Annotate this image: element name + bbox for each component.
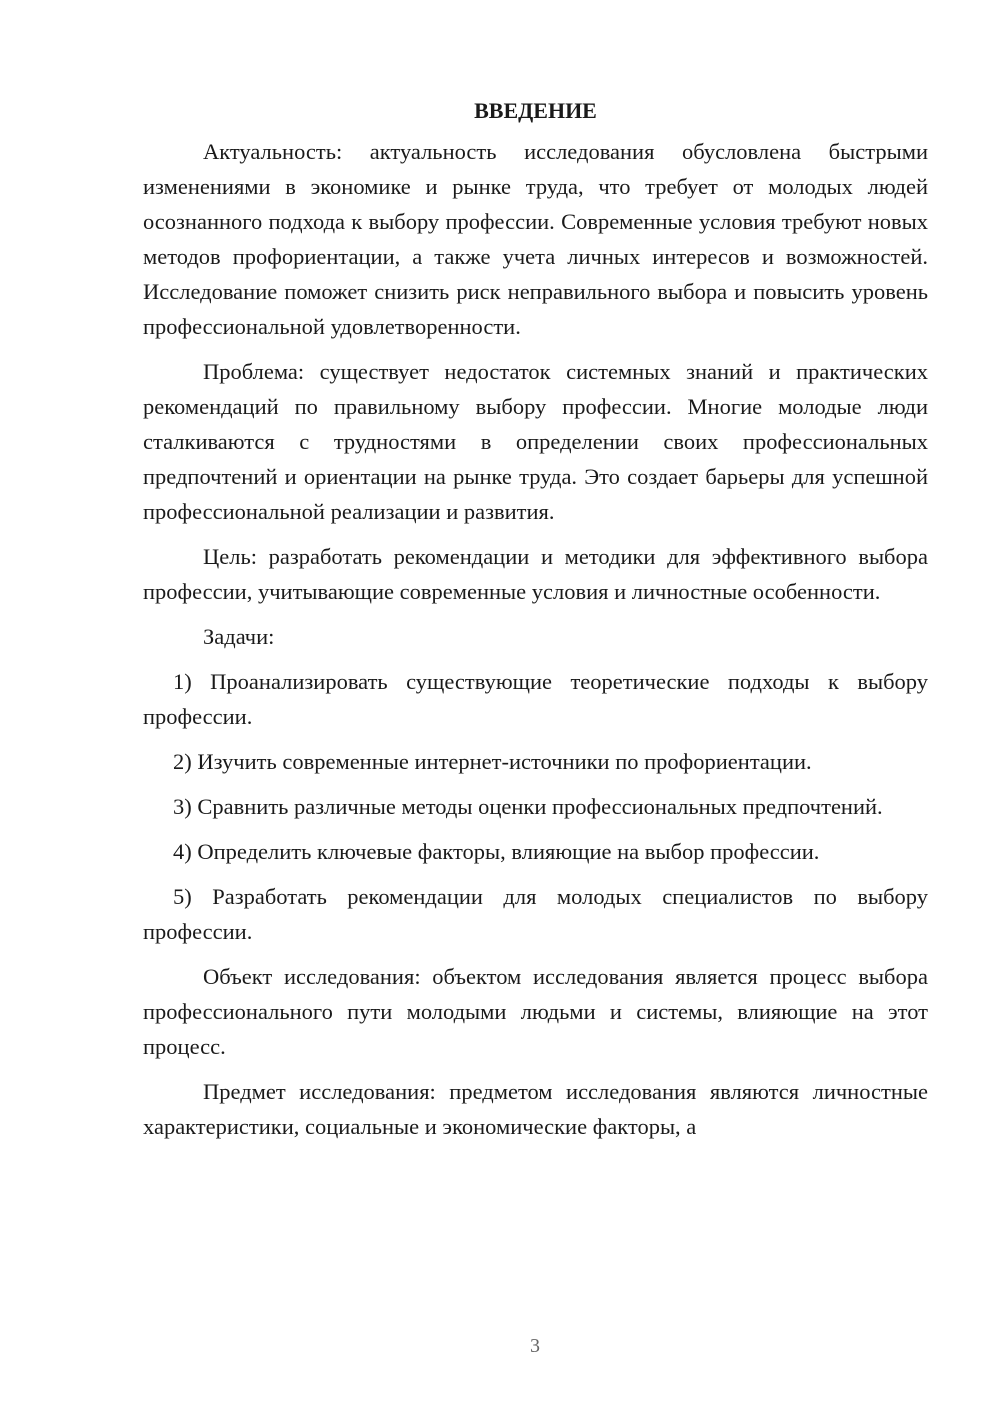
tasks-heading: Задачи: [203, 624, 275, 649]
problem-paragraph: Проблема: существует недостаток системных знаний и практических рекомендаций по правильному выбору профессии. Многие молодые люди сталкиваются с трудностями в определении своих профессиональных предпочтений и ориентации на рынке труда. Это создает барьеры для успешной профессиональной реализации и развития. [143, 359, 928, 524]
page-content [143, 96, 928, 1144]
task-item-5: 5) Разработать рекомендации для молодых специалистов по выбору профессии. [143, 884, 928, 944]
task-item-4: 4) Определить ключевые факторы, влияющие на выбор профессии. [173, 839, 820, 864]
task-item-3: 3) Сравнить различные методы оценки профессиональных предпочтений. [173, 794, 883, 819]
task-item-1: 1) Проанализировать существующие теоретические подходы к выбору профессии. [143, 669, 928, 729]
page-title: ВВЕДЕНИЕ [474, 98, 597, 123]
page-number: 3 [530, 1335, 540, 1357]
relevance-paragraph: Актуальность: актуальность исследования обусловлена быстрыми изменениями в экономике и рынке труда, что требует от молодых людей осознанного подхода к выбору профессии. Современные условия требуют новых методов профориентации, а также учета личных интересов и возможностей. Исследование поможет снизить риск неправильного выбора и повысить уровень профессиональной удовлетворенности. [143, 139, 928, 339]
object-paragraph: Объект исследования: объектом исследования является процесс выбора профессионального пути молодыми людьми и системы, влияющие на этот процесс. [143, 964, 928, 1059]
goal-paragraph: Цель: разработать рекомендации и методики для эффективного выбора профессии, учитывающие современные условия и личностные особенности. [143, 544, 928, 604]
task-item-2: 2) Изучить современные интернет-источники по профориентации. [173, 749, 812, 774]
subject-paragraph: Предмет исследования: предметом исследования являются личностные характеристики, социальные и экономические факторы, а [143, 1079, 928, 1139]
